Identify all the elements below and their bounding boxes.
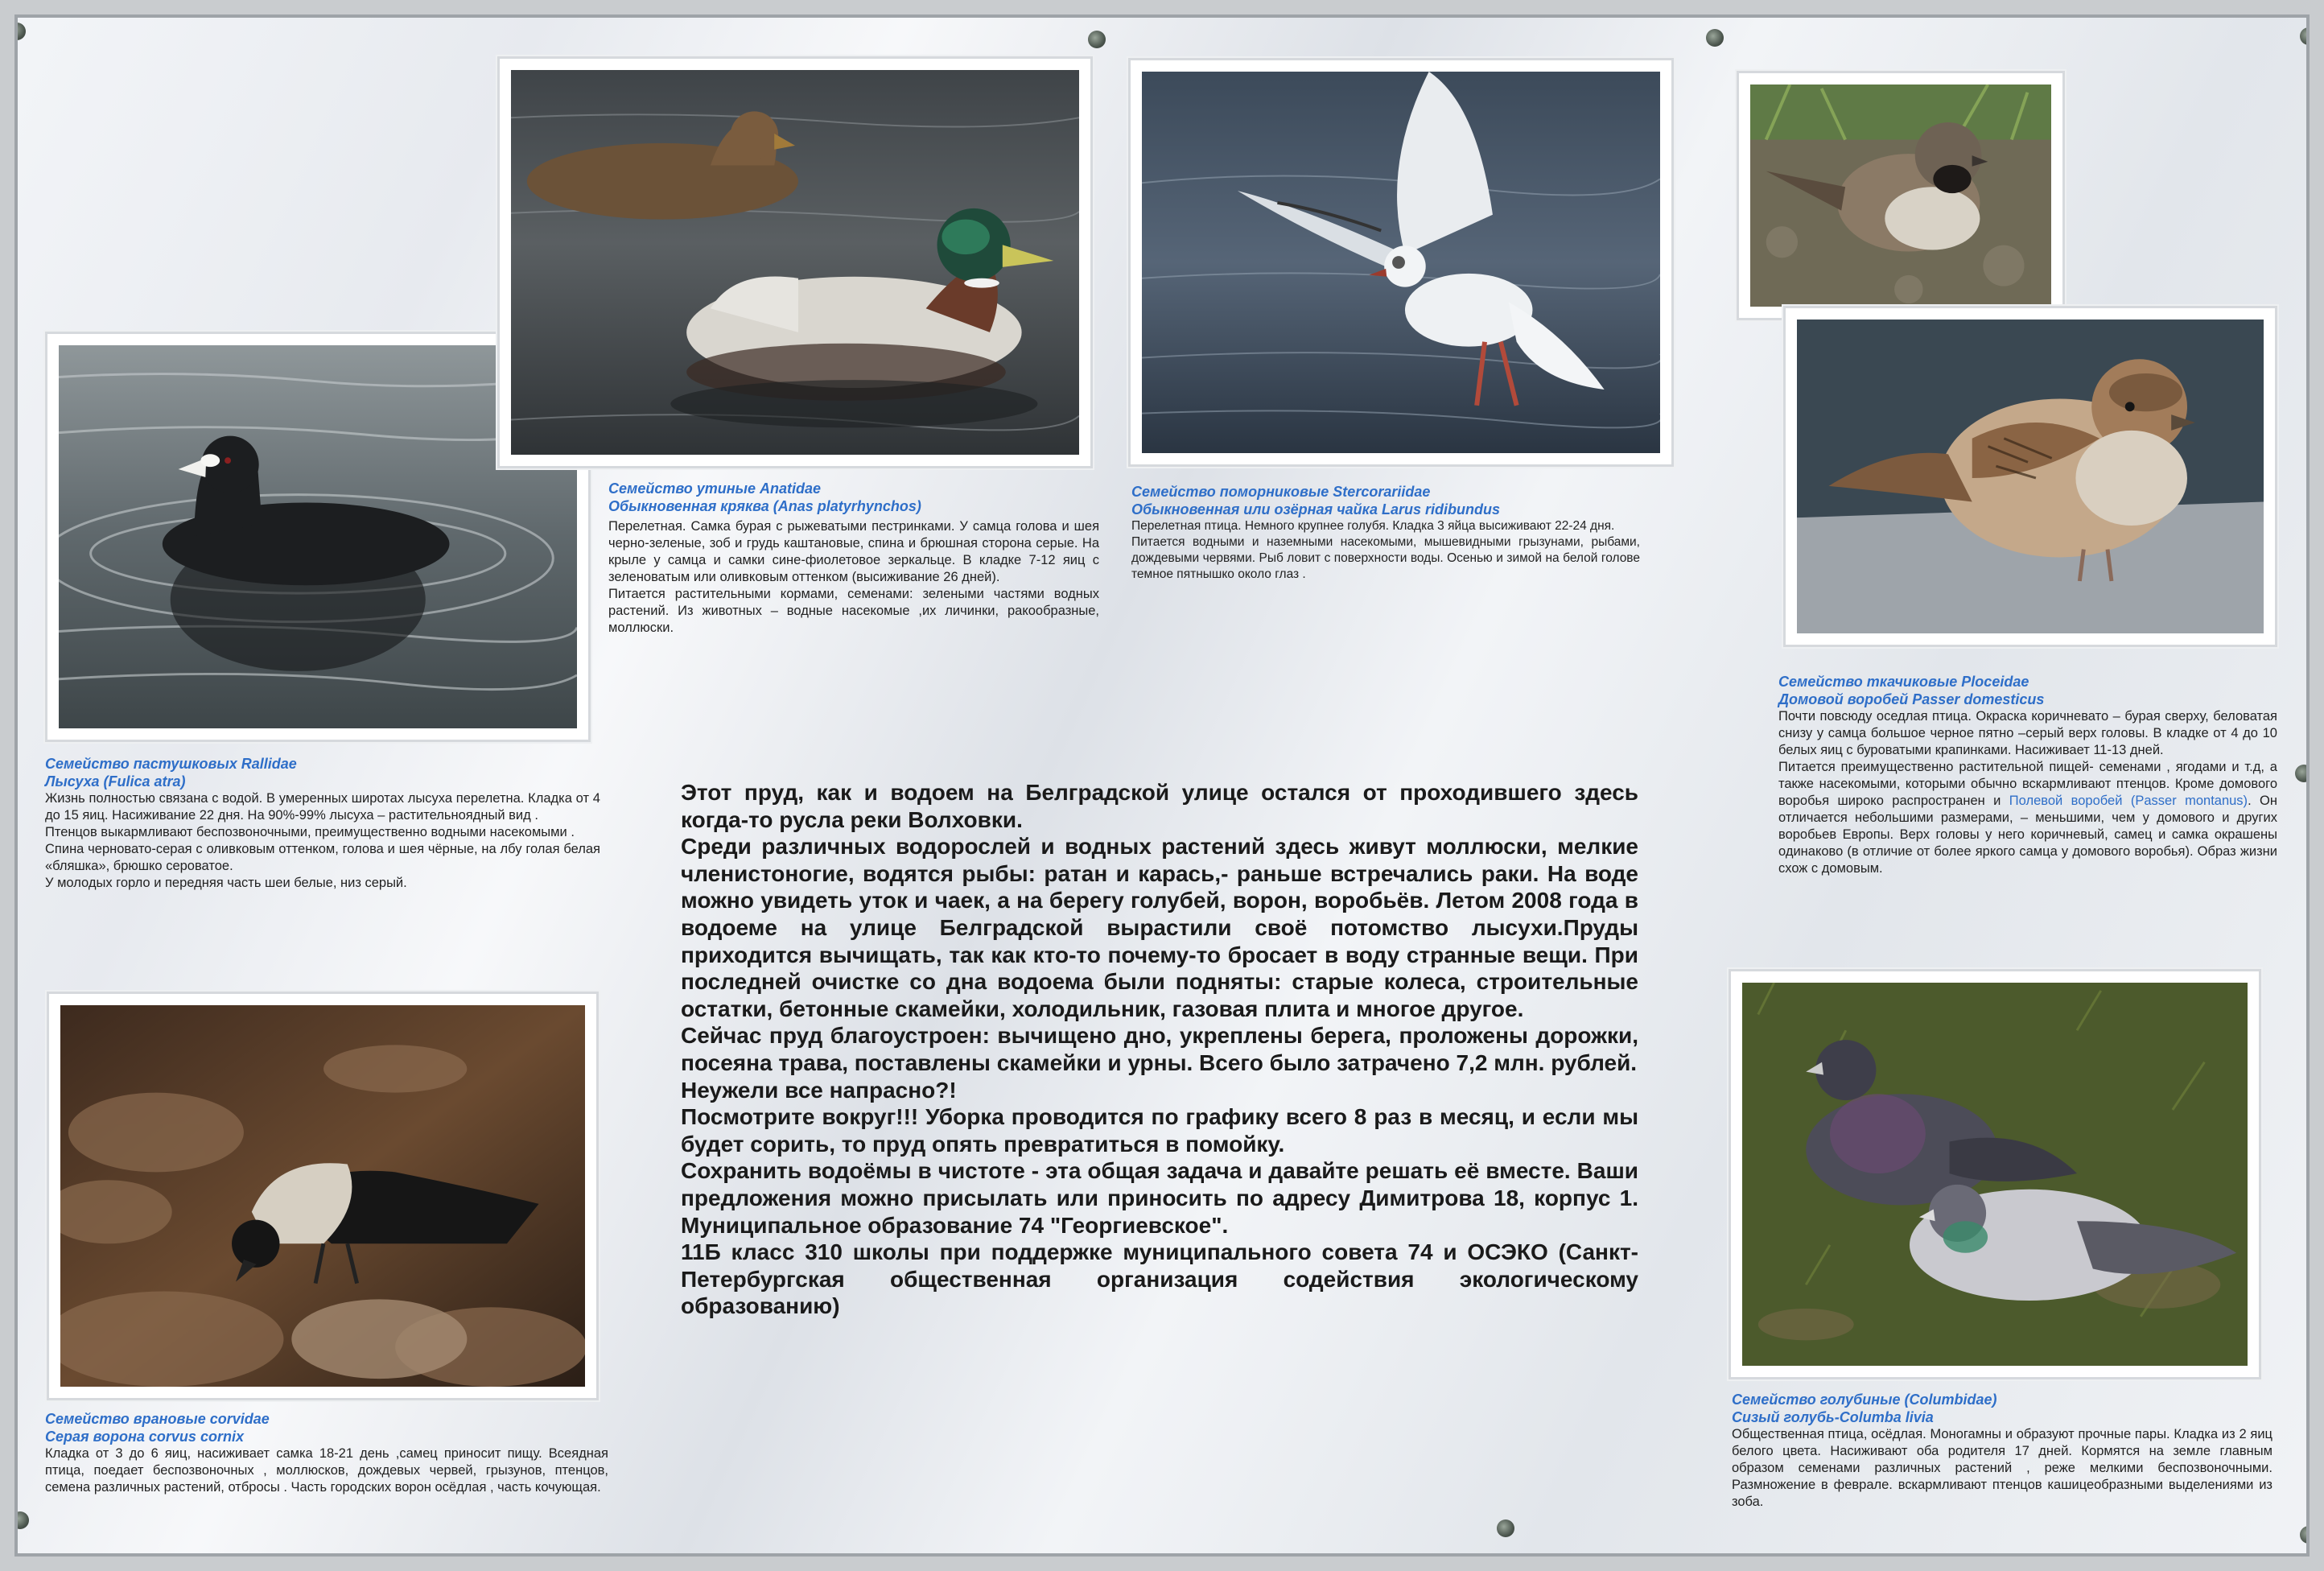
main-paragraph: Среди различных водорослей и водных растений здесь живут моллюски, мелкие членистоногие, водятся рыбы: ратан и карась,- раньше встречались раки. На воде можно увидеть уток и чаек, а на берегу голубей, ворон, воробьёв. Летом 2008 года в водоеме на улице Белградской вырастили своё потомство лысухи.Пруды приходится вычищать, так как кто-то почему-то бросает в воду странные вещи. При последней очистке со дна водоема были подняты: старые колеса, строительные остатки, бетонные скамейки, холодильник, газовая плита и многое другое. [681,834,1638,1021]
mallard-species: Обыкновенная кряква (Anas platyrhynchos) [608,498,921,514]
gull-description [1131,518,1640,583]
pigeon-caption [1732,1391,2272,1511]
gull-paragraph: Питается водными и наземными насекомыми, мышевидными грызунами, рыбами, дождевыми червями. Рыб ловит с поверхности воды. Осенью и зимой на белой голове темное пятнышко около глаз . [1131,535,1640,581]
bolt [1706,29,1724,47]
main-paragraph: Неужели все напрасно?! [681,1077,957,1103]
sparrow-caption [1778,673,2277,877]
gull-photo [1128,58,1674,467]
mallard-photo [497,56,1093,468]
coot-description [45,790,600,892]
sparrow-species: Домовой воробей Passer domesticus [1778,691,2045,707]
sparrow-paragraph: Почти повсюду оседлая птица. Окраска коричневато – бурая сверху, беловатая снизу у самца большое черное пятно –серый верх головы. В кладке от 4 до 10 белых яиц с буроватыми крапинками. Насиживает 11-13 дней. [1778,709,2277,757]
main-paragraph: Сохранить водоёмы в чистоте - эта общая задача и давайте решать её вместе. Ваши предложения можно присылать или приносить по адресу Димитрова 18, корпус 1. Муниципальное образование 74 "Георгиевское". [681,1158,1638,1238]
bolt [2300,27,2318,45]
crow-family: Семейство врановые corvidae [45,1411,270,1427]
sparrow-description [1778,708,2277,877]
mallard-paragraph: Питается растительными кормами, семенами: зелеными частями водных растений. Из животных – водные насекомые ,их личинки, ракообразные, моллюски. [608,587,1099,635]
crow-paragraph: Кладка от 3 до 6 яиц, насиживает самка 18-21 день ,самец приносит пищу. Всеядная птица, поедает беспозвоночных , моллюсков, дождевых червей, грызунов, птенцов, семена различных растений, отбросы . Часть городских ворон осёдлая , часть кочующая. [45,1446,608,1495]
mallard-caption [608,480,1099,637]
mallard-family: Семейство утиные Anatidae [608,480,822,497]
main-paragraph: 11Б класс 310 школы при поддержке муниципального совета 74 и ОСЭКО (Санкт-Петербургская общественная организация содействия экологическому образованию) [681,1239,1638,1319]
bolt [1497,1519,1514,1537]
coot-paragraph: Жизнь полностью связана с водой. В умеренных широтах лысуха перелетна. Кладка от 4 до 15 яиц. Насиживание 22 дня. На 90%-99% лысуха – растительноядный вид . [45,791,600,823]
gull-caption [1131,483,1640,583]
bolt [8,23,26,40]
coot-paragraph: Спина черновато-серая с оливковым оттенком, голова и шея чёрные, на лбу голая белая «бляшка», брюшко сероватое. [45,842,600,873]
sparrow-paragraph-text: . Он отличается небольшими размерами, – меньшими, чем у домового и других воробьев Европы. Верх головы у него коричневый, самец и самка окрашены одинаково (в отличие от более яркого самца у домового воробья). Образ жизни схож с домовым. [1778,794,2278,876]
gull-species: Обыкновенная или озёрная чайка Larus ridibundus [1131,501,1501,517]
coot-family: Семейство пастушковых Rallidae [45,756,297,772]
pigeon-family: Семейство голубиные (Columbidae) [1732,1392,1997,1408]
bolt [11,1511,29,1529]
main-paragraph: Этот пруд, как и водоем на Белградской улице остался от проходившего здесь когда-то русла реки Волховки. [681,780,1638,832]
bolt [1088,31,1106,48]
crow-photo [47,992,599,1400]
pigeon-photo [1729,969,2261,1379]
coot-paragraph: Птенцов выкармливают беспозвоночными, преимущественно водными насекомыми . [45,825,575,839]
bolt [2300,1526,2318,1544]
main-paragraph: Сейчас пруд благоустроен: вычищено дно, укреплены берега, проложены дорожки, посеяна трава, поставлены скамейки и урны. Всего было затрачено 7,2 млн. рублей. [681,1023,1638,1075]
sparrow-top-photo [1737,71,2065,320]
pigeon-description [1732,1426,2272,1511]
gull-paragraph: Перелетная птица. Немного крупнее голубя. Кладка 3 яйца высиживают 22-24 дня. [1131,519,1615,533]
sparrow-paragraph [1778,759,2277,877]
gull-family: Семейство поморниковые Stercorariidae [1131,484,1431,500]
sparrow-paragraph-text: Питается преимущественно растительной пищей- семенами , ягодами и т.д, а также насекомыми, которыми обычно вскармливают птенцов. Кроме домового воробья широко распространен и [1778,760,2277,808]
mallard-paragraph: Перелетная. Самка бурая с рыжеватыми пестринками. У самца голова и шея черно-зеленые, зоб и грудь каштановые, спина и брюшная сторона серые. На крыле у самца и самки сине-фиолетовое зеркальце. В кладке 7-12 яиц с зеленоватым или оливковым оттенком (высиживание 26 дней). [608,519,1099,584]
mallard-description [608,518,1099,637]
crow-caption [45,1410,608,1496]
crow-species: Серая ворона corvus cornix [45,1429,244,1445]
main-paragraph: Посмотрите вокруг!!! Уборка проводится по графику всего 8 раз в месяц, и если мы будет сорить, то пруд опять превратиться в помойку. [681,1104,1638,1157]
coot-paragraph: У молодых горло и передняя часть шеи белые, низ серый. [45,876,407,890]
pigeon-species: Сизый голубь-Columba livia [1732,1409,1934,1425]
sparrow-family: Семейство ткачиковые Ploceidae [1778,674,2029,690]
coot-species: Лысуха (Fulica atra) [45,773,186,790]
sparrow-main-photo [1783,306,2277,647]
coot-caption [45,755,600,892]
crow-description [45,1445,608,1496]
tree-sparrow-name: Полевой воробей (Passer montanus) [2009,794,2248,808]
bolt [2295,765,2313,782]
pigeon-paragraph: Общественная птица, осёдлая. Моногамны и образуют прочные пары. Кладка из 2 яиц белого цвета. Насиживают оба родителя 17 дней. Кормятся на земле главным образом семенами различных растений , реже мелкими беспозвоночными. Размножение в феврале. вскармливают птенцов кашицеобразными выделениями из зоба. [1732,1427,2272,1509]
main-text [681,779,1638,1320]
